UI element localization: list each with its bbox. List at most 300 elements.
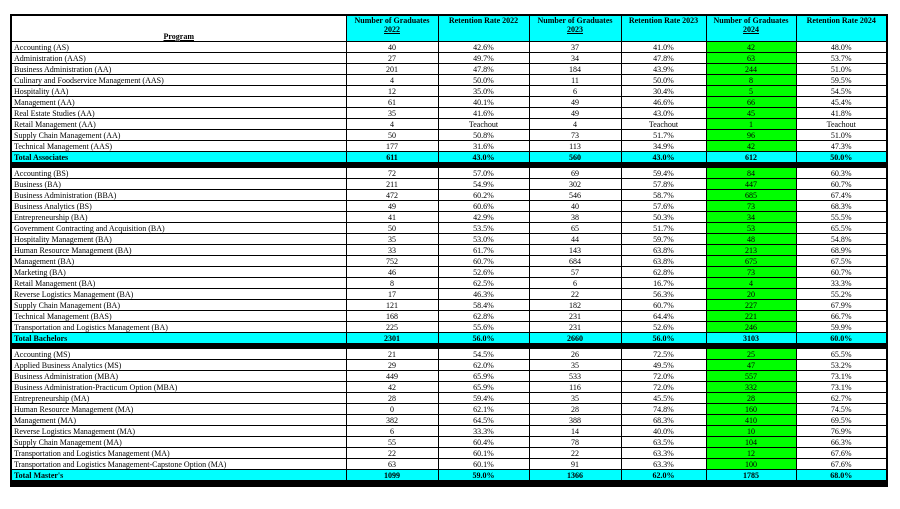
column-header-label: Retention Rate 2022	[448, 16, 519, 25]
value-cell-grad-2022: 472	[346, 190, 438, 201]
value-cell-rr-2023: 49.5%	[621, 360, 706, 371]
program-cell: Business Administration (BBA)	[11, 190, 346, 201]
value-cell-grad-2024: 34	[706, 212, 796, 223]
value-cell-grad-2024: 47	[706, 360, 796, 371]
value-cell-grad-2023: 78	[529, 437, 621, 448]
total-value-grad-2024: 3103	[706, 333, 796, 344]
value-cell-rr-2022: 35.0%	[438, 86, 529, 97]
value-cell-grad-2022: 449	[346, 371, 438, 382]
table-row	[11, 393, 887, 404]
program-cell: Government Contracting and Acquisition (BA)	[11, 223, 346, 234]
value-cell-rr-2024: 73.1%	[796, 382, 887, 393]
value-cell-grad-2023: 65	[529, 223, 621, 234]
value-cell-grad-2023: 4	[529, 119, 621, 130]
value-cell-grad-2022: 4	[346, 75, 438, 86]
value-cell-rr-2022: 53.0%	[438, 234, 529, 245]
retention-table	[10, 14, 888, 487]
value-cell-rr-2023: 16.7%	[621, 278, 706, 289]
value-cell-grad-2024: 8	[706, 75, 796, 86]
total-value-grad-2022: 2301	[346, 333, 438, 344]
value-cell-grad-2023: 546	[529, 190, 621, 201]
program-cell: Hospitality Management (BA)	[11, 234, 346, 245]
table-row	[11, 437, 887, 448]
value-cell-grad-2024: 246	[706, 322, 796, 333]
value-cell-rr-2022: 46.3%	[438, 289, 529, 300]
value-cell-rr-2024: 59.9%	[796, 322, 887, 333]
value-cell-grad-2022: 41	[346, 212, 438, 223]
total-value-rr-2024: 68.0%	[796, 470, 887, 481]
value-cell-rr-2024: 51.0%	[796, 130, 887, 141]
value-cell-grad-2022: 27	[346, 53, 438, 64]
value-cell-grad-2024: 410	[706, 415, 796, 426]
column-header-label: Retention Rate 2023	[628, 16, 699, 25]
total-value-rr-2024: 50.0%	[796, 152, 887, 163]
value-cell-rr-2022: 58.4%	[438, 300, 529, 311]
value-cell-grad-2022: 121	[346, 300, 438, 311]
total-value-grad-2023: 560	[529, 152, 621, 163]
value-cell-rr-2022: 62.5%	[438, 278, 529, 289]
value-cell-grad-2022: 6	[346, 426, 438, 437]
value-cell-grad-2023: 49	[529, 97, 621, 108]
table-row	[11, 459, 887, 470]
value-cell-rr-2023: 74.8%	[621, 404, 706, 415]
total-value-grad-2024: 1785	[706, 470, 796, 481]
value-cell-grad-2024: 213	[706, 245, 796, 256]
value-cell-rr-2023: 72.0%	[621, 371, 706, 382]
value-cell-rr-2023: 41.0%	[621, 42, 706, 53]
value-cell-grad-2023: 44	[529, 234, 621, 245]
total-value-grad-2022: 1099	[346, 470, 438, 481]
table-row	[11, 119, 887, 130]
value-cell-rr-2023: 30.4%	[621, 86, 706, 97]
table-row	[11, 256, 887, 267]
value-cell-rr-2022: 60.4%	[438, 437, 529, 448]
value-cell-grad-2024: 557	[706, 371, 796, 382]
value-cell-grad-2024: 685	[706, 190, 796, 201]
value-cell-grad-2023: 69	[529, 168, 621, 179]
column-header-label: Number of Graduates	[537, 16, 613, 25]
value-cell-grad-2022: 225	[346, 322, 438, 333]
total-value-grad-2022: 611	[346, 152, 438, 163]
table-row	[11, 300, 887, 311]
value-cell-grad-2024: 5	[706, 86, 796, 97]
value-cell-rr-2024: 53.2%	[796, 360, 887, 371]
value-cell-rr-2022: 53.5%	[438, 223, 529, 234]
value-cell-rr-2023: 40.0%	[621, 426, 706, 437]
value-cell-grad-2023: 22	[529, 289, 621, 300]
value-cell-grad-2024: 42	[706, 42, 796, 53]
value-cell-rr-2024: 65.5%	[796, 349, 887, 360]
table-row	[11, 223, 887, 234]
table-row	[11, 179, 887, 190]
value-cell-rr-2024: 67.6%	[796, 448, 887, 459]
value-cell-rr-2022: 52.6%	[438, 267, 529, 278]
table-row	[11, 349, 887, 360]
total-row-masters	[11, 470, 887, 481]
value-cell-rr-2023: 58.7%	[621, 190, 706, 201]
value-cell-grad-2023: 6	[529, 278, 621, 289]
value-cell-rr-2024: 76.9%	[796, 426, 887, 437]
column-header-label: Retention Rate 2024	[806, 16, 876, 25]
table-row	[11, 426, 887, 437]
total-value-grad-2024: 612	[706, 152, 796, 163]
program-cell: Hospitality (AA)	[11, 86, 346, 97]
value-cell-grad-2024: 96	[706, 130, 796, 141]
value-cell-rr-2022: 50.0%	[438, 75, 529, 86]
value-cell-grad-2022: 28	[346, 393, 438, 404]
value-cell-grad-2022: 63	[346, 459, 438, 470]
value-cell-rr-2023: 72.5%	[621, 349, 706, 360]
value-cell-grad-2024: 447	[706, 179, 796, 190]
value-cell-grad-2022: 50	[346, 223, 438, 234]
total-value-rr-2023: 43.0%	[621, 152, 706, 163]
value-cell-grad-2024: 10	[706, 426, 796, 437]
value-cell-grad-2022: 29	[346, 360, 438, 371]
program-cell: Retail Management (BA)	[11, 278, 346, 289]
program-cell: Administration (AAS)	[11, 53, 346, 64]
total-label: Total Bachelors	[11, 333, 346, 344]
value-cell-rr-2022: 33.3%	[438, 426, 529, 437]
column-header-year: 2023	[567, 25, 583, 34]
value-cell-rr-2022: Teachout	[438, 119, 529, 130]
column-header-label: Number of Graduates	[354, 16, 430, 25]
program-cell: Accounting (AS)	[11, 42, 346, 53]
value-cell-grad-2023: 26	[529, 349, 621, 360]
value-cell-grad-2023: 11	[529, 75, 621, 86]
value-cell-grad-2024: 244	[706, 64, 796, 75]
value-cell-grad-2023: 35	[529, 393, 621, 404]
program-cell: Supply Chain Management (MA)	[11, 437, 346, 448]
value-cell-rr-2022: 50.8%	[438, 130, 529, 141]
value-cell-rr-2024: 69.5%	[796, 415, 887, 426]
value-cell-grad-2022: 49	[346, 201, 438, 212]
table-row	[11, 201, 887, 212]
value-cell-rr-2024: 68.3%	[796, 201, 887, 212]
column-header-grad-2024	[706, 15, 796, 42]
value-cell-rr-2024: 67.9%	[796, 300, 887, 311]
value-cell-grad-2024: 4	[706, 278, 796, 289]
table-row	[11, 108, 887, 119]
value-cell-grad-2023: 182	[529, 300, 621, 311]
column-header-year: 2024	[743, 25, 759, 34]
table-row	[11, 371, 887, 382]
value-cell-grad-2022: 177	[346, 141, 438, 152]
total-value-rr-2023: 56.0%	[621, 333, 706, 344]
program-cell: Applied Business Analytics (MS)	[11, 360, 346, 371]
value-cell-rr-2024: 51.0%	[796, 64, 887, 75]
value-cell-rr-2024: 53.7%	[796, 53, 887, 64]
table-row	[11, 245, 887, 256]
value-cell-rr-2022: 59.4%	[438, 393, 529, 404]
value-cell-rr-2024: 59.5%	[796, 75, 887, 86]
value-cell-grad-2023: 40	[529, 201, 621, 212]
program-cell: Technical Management (AAS)	[11, 141, 346, 152]
program-cell: Entrepreneurship (BA)	[11, 212, 346, 223]
table-row	[11, 415, 887, 426]
program-cell: Human Resource Management (BA)	[11, 245, 346, 256]
table-row	[11, 278, 887, 289]
value-cell-grad-2024: 12	[706, 448, 796, 459]
total-row-bachelors	[11, 333, 887, 344]
total-value-grad-2023: 2660	[529, 333, 621, 344]
program-cell: Supply Chain Management (BA)	[11, 300, 346, 311]
value-cell-grad-2023: 37	[529, 42, 621, 53]
total-value-grad-2023: 1366	[529, 470, 621, 481]
program-cell: Supply Chain Management (AA)	[11, 130, 346, 141]
value-cell-rr-2022: 65.9%	[438, 371, 529, 382]
table-row	[11, 448, 887, 459]
value-cell-grad-2024: 63	[706, 53, 796, 64]
value-cell-rr-2023: 50.3%	[621, 212, 706, 223]
value-cell-rr-2022: 42.9%	[438, 212, 529, 223]
value-cell-grad-2022: 50	[346, 130, 438, 141]
value-cell-grad-2024: 53	[706, 223, 796, 234]
value-cell-grad-2022: 40	[346, 42, 438, 53]
value-cell-grad-2024: 66	[706, 97, 796, 108]
total-label: Total Associates	[11, 152, 346, 163]
value-cell-rr-2023: 34.9%	[621, 141, 706, 152]
value-cell-rr-2023: 51.7%	[621, 223, 706, 234]
table-row	[11, 404, 887, 415]
value-cell-grad-2022: 12	[346, 86, 438, 97]
value-cell-rr-2024: 55.5%	[796, 212, 887, 223]
value-cell-rr-2023: 45.5%	[621, 393, 706, 404]
value-cell-grad-2024: 332	[706, 382, 796, 393]
total-label: Total Master's	[11, 470, 346, 481]
value-cell-rr-2022: 40.1%	[438, 97, 529, 108]
value-cell-grad-2023: 184	[529, 64, 621, 75]
value-cell-grad-2024: 73	[706, 267, 796, 278]
value-cell-rr-2024: 60.7%	[796, 179, 887, 190]
table-row	[11, 360, 887, 371]
value-cell-rr-2023: 64.4%	[621, 311, 706, 322]
value-cell-rr-2022: 47.8%	[438, 64, 529, 75]
value-cell-rr-2023: 51.7%	[621, 130, 706, 141]
value-cell-grad-2024: 84	[706, 168, 796, 179]
program-cell: Transportation and Logistics Management-Capstone Option (MA)	[11, 459, 346, 470]
value-cell-grad-2022: 211	[346, 179, 438, 190]
value-cell-grad-2024: 160	[706, 404, 796, 415]
program-cell: Transportation and Logistics Management (MA)	[11, 448, 346, 459]
value-cell-rr-2023: 57.6%	[621, 201, 706, 212]
table-row	[11, 234, 887, 245]
value-cell-rr-2023: 43.9%	[621, 64, 706, 75]
total-value-rr-2022: 59.0%	[438, 470, 529, 481]
value-cell-grad-2022: 72	[346, 168, 438, 179]
value-cell-rr-2022: 54.9%	[438, 179, 529, 190]
table-row	[11, 289, 887, 300]
value-cell-rr-2022: 42.6%	[438, 42, 529, 53]
value-cell-grad-2023: 73	[529, 130, 621, 141]
value-cell-grad-2023: 35	[529, 360, 621, 371]
value-cell-rr-2023: 63.8%	[621, 256, 706, 267]
table-row	[11, 311, 887, 322]
program-cell: Management (BA)	[11, 256, 346, 267]
table-row	[11, 42, 887, 53]
value-cell-grad-2022: 382	[346, 415, 438, 426]
table-row	[11, 168, 887, 179]
value-cell-rr-2024: 74.5%	[796, 404, 887, 415]
value-cell-rr-2023: 56.3%	[621, 289, 706, 300]
value-cell-grad-2023: 143	[529, 245, 621, 256]
table-row	[11, 130, 887, 141]
value-cell-rr-2023: 60.7%	[621, 300, 706, 311]
section-separator	[11, 481, 887, 487]
program-cell: Technical Management (BAS)	[11, 311, 346, 322]
value-cell-grad-2023: 91	[529, 459, 621, 470]
value-cell-rr-2022: 61.7%	[438, 245, 529, 256]
value-cell-rr-2024: 41.8%	[796, 108, 887, 119]
value-cell-grad-2022: 168	[346, 311, 438, 322]
total-value-rr-2023: 62.0%	[621, 470, 706, 481]
program-cell: Culinary and Foodservice Management (AAS)	[11, 75, 346, 86]
value-cell-rr-2023: 57.8%	[621, 179, 706, 190]
value-cell-grad-2023: 28	[529, 404, 621, 415]
total-value-rr-2024: 60.0%	[796, 333, 887, 344]
value-cell-rr-2022: 60.2%	[438, 190, 529, 201]
program-cell: Entrepreneurship (MA)	[11, 393, 346, 404]
value-cell-rr-2023: 59.4%	[621, 168, 706, 179]
value-cell-rr-2024: 66.3%	[796, 437, 887, 448]
value-cell-rr-2022: 62.1%	[438, 404, 529, 415]
value-cell-rr-2022: 57.0%	[438, 168, 529, 179]
value-cell-rr-2022: 60.7%	[438, 256, 529, 267]
table-row	[11, 97, 887, 108]
program-cell: Business Administration (AA)	[11, 64, 346, 75]
value-cell-grad-2024: 100	[706, 459, 796, 470]
value-cell-grad-2024: 45	[706, 108, 796, 119]
value-cell-grad-2024: 227	[706, 300, 796, 311]
total-value-rr-2022: 43.0%	[438, 152, 529, 163]
value-cell-rr-2022: 64.5%	[438, 415, 529, 426]
value-cell-grad-2024: 1	[706, 119, 796, 130]
value-cell-rr-2024: 54.5%	[796, 86, 887, 97]
value-cell-grad-2022: 35	[346, 234, 438, 245]
value-cell-grad-2023: 38	[529, 212, 621, 223]
table-row	[11, 382, 887, 393]
program-cell: Reverse Logistics Management (BA)	[11, 289, 346, 300]
value-cell-rr-2022: 60.6%	[438, 201, 529, 212]
program-cell: Transportation and Logistics Management (BA)	[11, 322, 346, 333]
value-cell-rr-2024: 60.7%	[796, 267, 887, 278]
program-cell: Business (BA)	[11, 179, 346, 190]
program-cell: Marketing (BA)	[11, 267, 346, 278]
program-cell: Management (AA)	[11, 97, 346, 108]
program-cell: Human Resource Management (MA)	[11, 404, 346, 415]
program-cell: Reverse Logistics Management (MA)	[11, 426, 346, 437]
value-cell-rr-2023: 47.8%	[621, 53, 706, 64]
value-cell-rr-2022: 60.1%	[438, 459, 529, 470]
value-cell-rr-2023: 59.7%	[621, 234, 706, 245]
value-cell-rr-2023: 68.3%	[621, 415, 706, 426]
value-cell-grad-2024: 73	[706, 201, 796, 212]
value-cell-grad-2022: 17	[346, 289, 438, 300]
value-cell-rr-2024: 73.1%	[796, 371, 887, 382]
value-cell-rr-2024: 48.0%	[796, 42, 887, 53]
column-header-label: Number of Graduates	[713, 16, 789, 25]
table-row	[11, 86, 887, 97]
value-cell-rr-2023: 62.8%	[621, 267, 706, 278]
value-cell-grad-2023: 113	[529, 141, 621, 152]
table-row	[11, 141, 887, 152]
value-cell-grad-2023: 533	[529, 371, 621, 382]
value-cell-grad-2023: 14	[529, 426, 621, 437]
value-cell-grad-2023: 231	[529, 311, 621, 322]
value-cell-grad-2023: 49	[529, 108, 621, 119]
program-cell: Business Administration-Practicum Option (MBA)	[11, 382, 346, 393]
program-cell: Accounting (BS)	[11, 168, 346, 179]
value-cell-grad-2023: 57	[529, 267, 621, 278]
value-cell-grad-2022: 4	[346, 119, 438, 130]
value-cell-rr-2024: 68.9%	[796, 245, 887, 256]
value-cell-grad-2023: 231	[529, 322, 621, 333]
value-cell-rr-2022: 62.8%	[438, 311, 529, 322]
program-header-label: Program	[163, 32, 194, 41]
table-body	[11, 42, 887, 487]
value-cell-grad-2024: 675	[706, 256, 796, 267]
value-cell-grad-2022: 22	[346, 448, 438, 459]
program-cell: Accounting (MS)	[11, 349, 346, 360]
value-cell-grad-2024: 20	[706, 289, 796, 300]
value-cell-grad-2023: 116	[529, 382, 621, 393]
value-cell-rr-2024: Teachout	[796, 119, 887, 130]
value-cell-grad-2023: 6	[529, 86, 621, 97]
value-cell-grad-2024: 28	[706, 393, 796, 404]
value-cell-rr-2022: 31.6%	[438, 141, 529, 152]
value-cell-rr-2023: 50.0%	[621, 75, 706, 86]
value-cell-rr-2024: 65.5%	[796, 223, 887, 234]
table-row	[11, 322, 887, 333]
value-cell-rr-2023: 63.8%	[621, 245, 706, 256]
value-cell-grad-2022: 35	[346, 108, 438, 119]
value-cell-rr-2023: 46.6%	[621, 97, 706, 108]
value-cell-rr-2023: 63.5%	[621, 437, 706, 448]
value-cell-grad-2022: 21	[346, 349, 438, 360]
column-header-grad-2023	[529, 15, 621, 42]
value-cell-rr-2022: 60.1%	[438, 448, 529, 459]
column-header-grad-2022	[346, 15, 438, 42]
value-cell-rr-2022: 54.5%	[438, 349, 529, 360]
value-cell-rr-2024: 54.8%	[796, 234, 887, 245]
value-cell-rr-2022: 41.6%	[438, 108, 529, 119]
value-cell-grad-2024: 42	[706, 141, 796, 152]
value-cell-rr-2022: 55.6%	[438, 322, 529, 333]
value-cell-rr-2024: 33.3%	[796, 278, 887, 289]
program-cell: Management (MA)	[11, 415, 346, 426]
value-cell-rr-2023: Teachout	[621, 119, 706, 130]
value-cell-rr-2022: 65.9%	[438, 382, 529, 393]
value-cell-grad-2023: 22	[529, 448, 621, 459]
value-cell-grad-2023: 302	[529, 179, 621, 190]
table-row	[11, 267, 887, 278]
value-cell-rr-2024: 66.7%	[796, 311, 887, 322]
column-header-program	[11, 15, 346, 42]
column-header-rr-2024	[796, 15, 887, 42]
section-separator-band	[11, 481, 887, 487]
total-value-rr-2022: 56.0%	[438, 333, 529, 344]
value-cell-rr-2024: 60.3%	[796, 168, 887, 179]
value-cell-rr-2023: 52.6%	[621, 322, 706, 333]
value-cell-grad-2023: 684	[529, 256, 621, 267]
value-cell-rr-2024: 62.7%	[796, 393, 887, 404]
value-cell-rr-2024: 55.2%	[796, 289, 887, 300]
program-cell: Real Estate Studies (AA)	[11, 108, 346, 119]
value-cell-rr-2023: 63.3%	[621, 459, 706, 470]
value-cell-grad-2022: 61	[346, 97, 438, 108]
value-cell-grad-2024: 25	[706, 349, 796, 360]
table-row	[11, 53, 887, 64]
total-row-associates	[11, 152, 887, 163]
